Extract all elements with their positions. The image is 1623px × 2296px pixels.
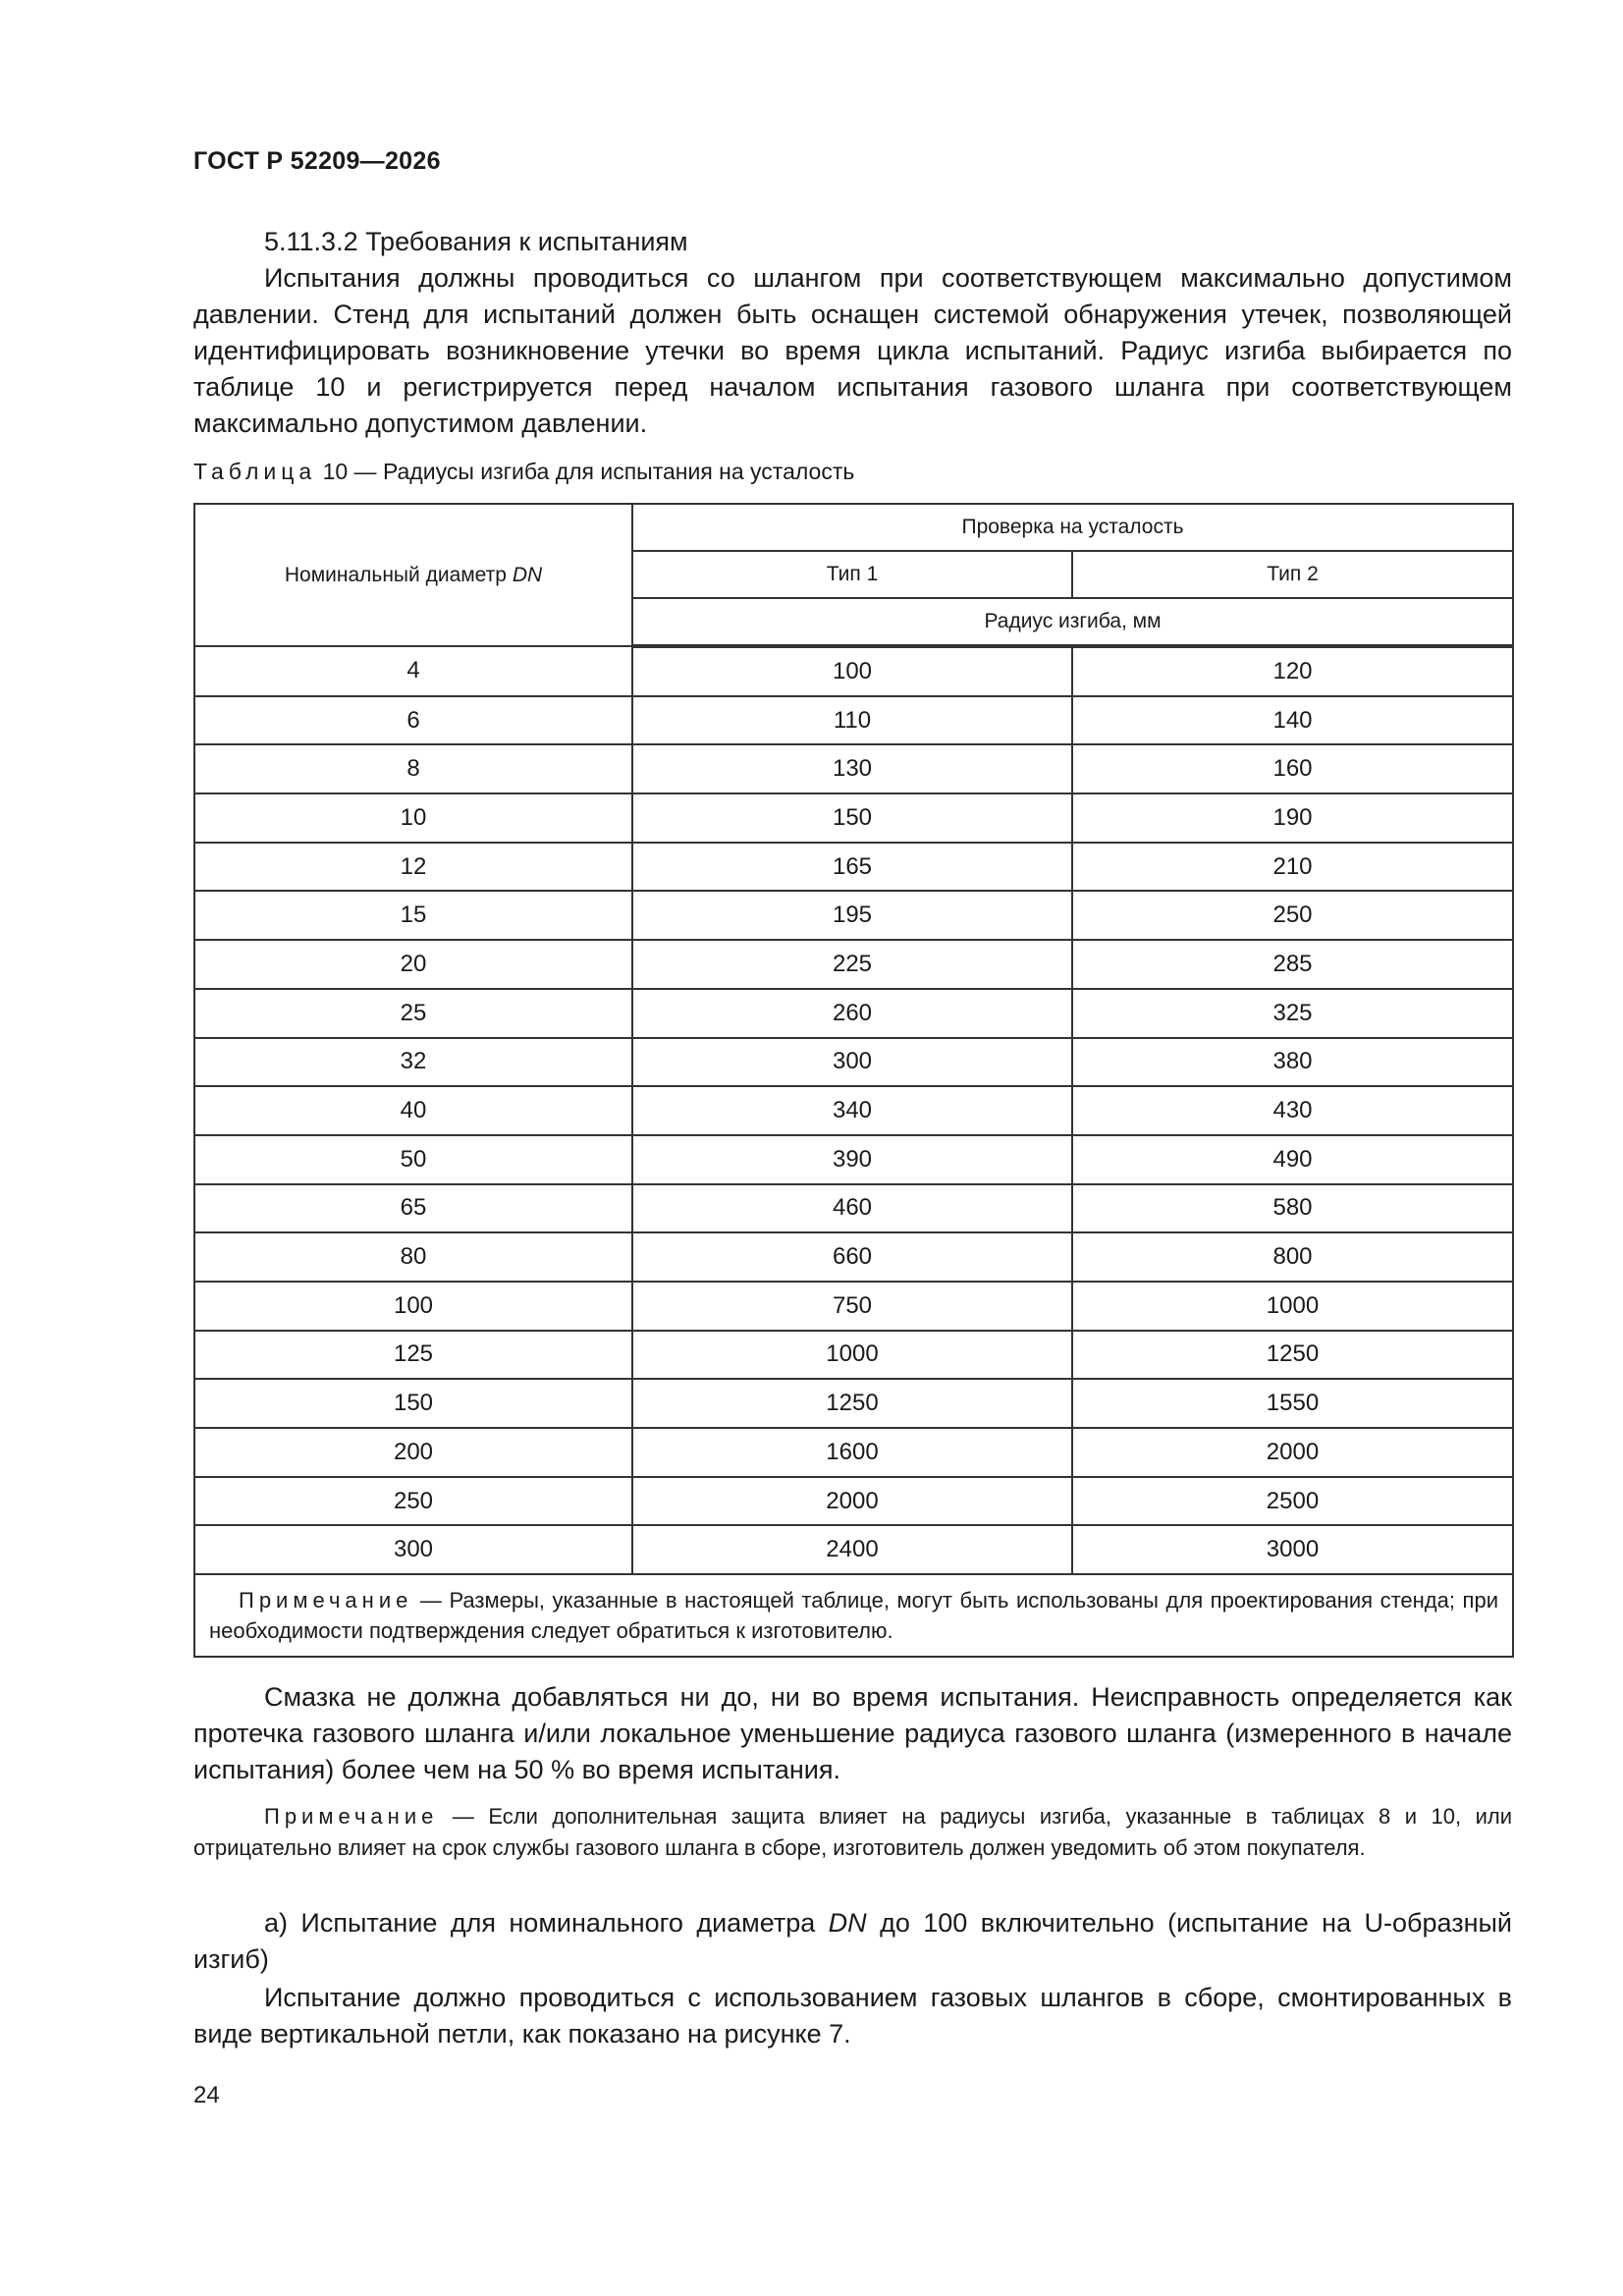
cell-type-1-radius: 300 [632,1038,1072,1087]
cell-type-1-radius: 130 [632,744,1072,793]
cell-type-1-radius: 165 [632,843,1072,892]
cell-type-2-radius: 140 [1072,696,1513,745]
cell-type-2-radius: 250 [1072,891,1513,940]
table-row [194,1038,1513,1087]
table-head [194,504,1513,646]
cell-type-2-radius: 325 [1072,989,1513,1038]
cell-type-1-radius: 100 [632,646,1072,696]
after-table-paragraph-block [193,1679,1512,1788]
table-row [194,1135,1513,1184]
table-row [194,1184,1513,1233]
cell-type-2-radius: 430 [1072,1086,1513,1135]
cell-type-1-radius: 1600 [632,1428,1072,1477]
cell-nominal-diameter: 125 [194,1331,632,1380]
cell-type-1-radius: 460 [632,1184,1072,1233]
cell-type-1-radius: 260 [632,989,1072,1038]
header-nominal-diameter-text: Номинальный диаметр [284,563,513,586]
document-header: ГОСТ Р 52209—2026 [193,147,441,175]
table-note [194,1574,1513,1657]
cell-nominal-diameter: 40 [194,1086,632,1135]
section-paragraph-block [193,260,1512,442]
cell-type-2-radius: 490 [1072,1135,1513,1184]
cell-nominal-diameter: 100 [194,1282,632,1331]
cell-nominal-diameter: 12 [194,843,632,892]
header-bend-radius-unit: Радиус изгиба, мм [632,598,1513,646]
table-row [194,1525,1513,1574]
table-row [194,1428,1513,1477]
cell-nominal-diameter: 25 [194,989,632,1038]
cell-type-2-radius: 2000 [1072,1428,1513,1477]
cell-type-1-radius: 110 [632,696,1072,745]
table-row [194,891,1513,940]
cell-type-2-radius: 210 [1072,843,1513,892]
cell-nominal-diameter: 15 [194,891,632,940]
cell-nominal-diameter: 10 [194,793,632,843]
table-row [194,1379,1513,1428]
section-paragraph: Испытания должны проводиться со шлангом при соответствующем максимально допустимом давлении. Стенд для испытаний должен быть оснащен системой обнаружения утечек, позволяющей идентифицировать возникновение утечки во время цикла испытаний. Радиус изгиба выбирается по таблице 10 и регистрируется перед началом испытания газового шланга при соответствующем максимально допустимом давлении. [193,263,1512,438]
cell-nominal-diameter: 50 [194,1135,632,1184]
header-fatigue-check: Проверка на усталость [632,504,1513,551]
table-note-label: Примечание [239,1588,413,1613]
table-note-row [194,1574,1513,1657]
cell-type-1-radius: 225 [632,940,1072,989]
table-row [194,1232,1513,1282]
after-table-note [193,1801,1512,1864]
table-row [194,744,1513,793]
cell-type-1-radius: 340 [632,1086,1072,1135]
cell-nominal-diameter: 200 [194,1428,632,1477]
item-a [193,1905,1512,1978]
cell-type-2-radius: 120 [1072,646,1513,696]
table-row [194,940,1513,989]
cell-nominal-diameter: 20 [194,940,632,989]
final-paragraph-block [193,1980,1512,2052]
table-row [194,1282,1513,1331]
page-number: 24 [193,2082,220,2108]
item-a-block [193,1905,1512,1978]
table-row [194,843,1513,892]
bend-radius-table [193,503,1514,1658]
header-nominal-diameter [194,504,632,646]
table-note-text: — Размеры, указанные в настоящей таблице, могут быть использованы для проектирования стенда; при необходимости подтверждения следует обратиться к изготовителю. [209,1588,1498,1644]
final-paragraph: Испытание должно проводиться с использованием газовых шлангов в сборе, смонтированных в виде вертикальной петли, как показано на рисунке 7. [193,1983,1512,2049]
cell-nominal-diameter: 32 [194,1038,632,1087]
table-row [194,646,1513,696]
cell-type-1-radius: 1250 [632,1379,1072,1428]
cell-type-1-radius: 390 [632,1135,1072,1184]
cell-type-1-radius: 195 [632,891,1072,940]
section-heading-block [193,224,1512,260]
cell-nominal-diameter: 300 [194,1525,632,1574]
cell-type-1-radius: 2000 [632,1477,1072,1526]
table-row [194,793,1513,843]
cell-type-1-radius: 150 [632,793,1072,843]
table-body [194,646,1513,1574]
item-a-suffix: до 100 включительно (испытание на U-образный изгиб) [193,1908,1512,1974]
table-row [194,696,1513,745]
table-foot [194,1574,1513,1657]
cell-type-1-radius: 660 [632,1232,1072,1282]
table-row [194,1331,1513,1380]
cell-type-2-radius: 190 [1072,793,1513,843]
cell-type-2-radius: 1000 [1072,1282,1513,1331]
table-caption-text: 10 — Радиусы изгиба для испытания на усталость [322,459,855,484]
cell-type-2-radius: 380 [1072,1038,1513,1087]
header-row-1 [194,504,1513,551]
after-table-note-text: — Если дополнительная защита влияет на радиусы изгиба, указанные в таблицах 8 и 10, или отрицательно влияет на срок службы газового шланга в сборе, изготовитель должен уведомить об этом покупателя. [193,1804,1512,1860]
cell-type-1-radius: 750 [632,1282,1072,1331]
after-table-paragraph: Смазка не должна добавляться ни до, ни во время испытания. Неисправность определяется как протечка газового шланга и/или локальное уменьшение радиуса газового шланга (измеренного в начале испытания) более чем на 50 % во время испытания. [193,1682,1512,1784]
cell-type-2-radius: 3000 [1072,1525,1513,1574]
header-dn-italic: DN [512,563,543,586]
header-type-2: Тип 2 [1072,551,1513,598]
cell-nominal-diameter: 8 [194,744,632,793]
table-row [194,1086,1513,1135]
cell-nominal-diameter: 150 [194,1379,632,1428]
table-row [194,1477,1513,1526]
cell-type-2-radius: 1550 [1072,1379,1513,1428]
cell-type-2-radius: 285 [1072,940,1513,989]
cell-nominal-diameter: 6 [194,696,632,745]
cell-nominal-diameter: 4 [194,646,632,696]
cell-type-2-radius: 2500 [1072,1477,1513,1526]
cell-type-2-radius: 800 [1072,1232,1513,1282]
section-heading: 5.11.3.2 Требования к испытаниям [264,227,688,256]
header-type-1: Тип 1 [632,551,1072,598]
table-row [194,989,1513,1038]
cell-type-1-radius: 2400 [632,1525,1072,1574]
item-a-dn-italic: DN [828,1908,867,1938]
cell-nominal-diameter: 65 [194,1184,632,1233]
after-table-note-label: Примечание [264,1804,439,1829]
cell-nominal-diameter: 80 [194,1232,632,1282]
cell-type-2-radius: 580 [1072,1184,1513,1233]
cell-nominal-diameter: 250 [194,1477,632,1526]
item-a-prefix: а) Испытание для номинального диаметра [264,1908,829,1938]
cell-type-1-radius: 1000 [632,1331,1072,1380]
cell-type-2-radius: 160 [1072,744,1513,793]
table-caption-label: Таблица [193,459,317,484]
cell-type-2-radius: 1250 [1072,1331,1513,1380]
table-caption [193,459,854,485]
